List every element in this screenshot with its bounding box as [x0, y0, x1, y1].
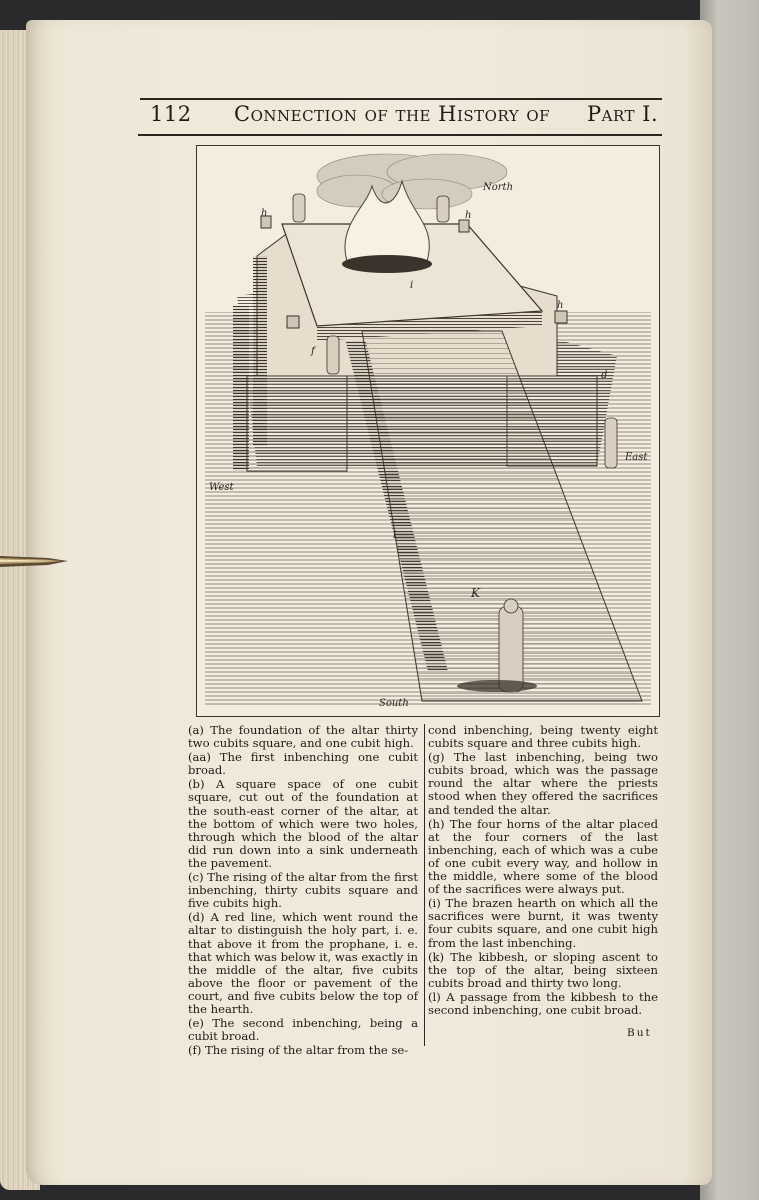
paragraph: (d) A red line, which went round the altar to distinguish the holy part, i. e. that above it from the prophane, i. e. that which was below it, was exactly in the middle of the altar, five cubits above the floor or pavement of the court, and five cubits below the top of the hearth.	[188, 910, 418, 1016]
header-rule-top	[140, 98, 662, 100]
catchword: But	[627, 1027, 652, 1039]
label-west: West	[209, 482, 234, 493]
label-d: d	[601, 370, 608, 381]
label-north: North	[483, 182, 514, 193]
paragraph: cond inbenching, being twenty eight cubits square and three cubits high.	[428, 723, 658, 751]
paragraph: (f) The rising of the altar from the se-	[188, 1043, 409, 1058]
paragraph: (g) The last inbenching, being two cubits broad, which was the passage round the altar where the priests stood when they offered the sacrifices and tended the altar.	[428, 750, 658, 817]
running-title: Connection of the History of	[234, 102, 551, 126]
altar-illustration	[197, 146, 659, 716]
paragraph: (k) The kibbesh, or sloping ascent to the top of the altar, being sixteen cubits broad and thirty two long.	[428, 949, 658, 990]
label-h-1: h	[261, 208, 268, 219]
paragraph: (b) A square space of one cubit square, cut out of the foundation at the south-east corner of the altar, at the bottom of which were two holes, through which the blood of the altar did run down into a sink underneath the pavement.	[188, 777, 418, 870]
paragraph: (a) The foundation of the altar thirty two cubits square, and one cubit high.	[188, 723, 418, 751]
part-label: Part I.	[587, 102, 659, 126]
paragraph: (l) A passage from the kibbesh to the second inbenching, one cubit broad.	[428, 989, 658, 1017]
label-f: f	[311, 346, 315, 357]
page-number: 112	[150, 102, 192, 126]
label-east: East	[625, 452, 648, 463]
bookmark-clip	[0, 548, 70, 574]
text-column-right	[428, 724, 658, 1018]
label-i: i	[410, 280, 414, 291]
label-k: K	[471, 586, 480, 600]
header-rule-bottom	[138, 134, 662, 136]
paragraph: (c) The rising of the altar from the first inbenching, thirty cubits square and five cubits high.	[188, 870, 418, 911]
label-h-3: h	[557, 300, 564, 311]
label-h-2: h	[465, 210, 472, 221]
paragraph: (aa) The first inbenching one cubit broad.	[188, 750, 418, 778]
column-divider	[424, 724, 425, 1046]
paragraph: (h) The four horns of the altar placed at the four corners of the last inbenching, each of which was a cube of one cubit every way, and hollow in the middle, where some of the blood of the sacrifices were always put.	[428, 816, 658, 897]
paragraph: (i) The brazen hearth on which all the sacrifices were burnt, it was twenty four cubits square, and one cubit high from the last inbenching.	[428, 896, 658, 950]
label-south: South	[379, 698, 409, 709]
altar-engraving	[196, 145, 660, 717]
text-column-left	[188, 724, 418, 1058]
label-l: l	[393, 530, 397, 541]
paragraph: (e) The second inbenching, being a cubit broad.	[188, 1016, 418, 1044]
